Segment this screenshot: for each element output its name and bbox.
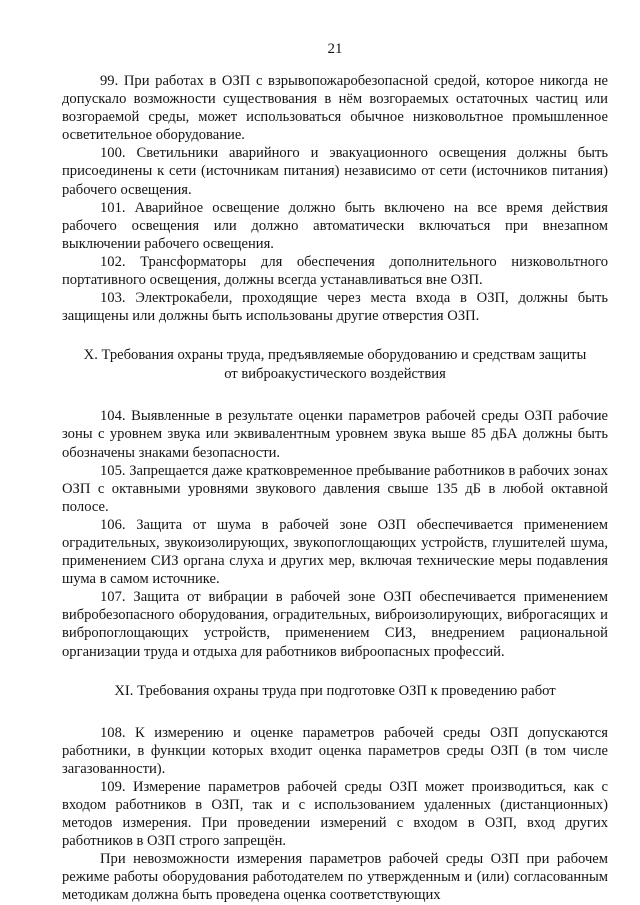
paragraph-102: 102. Трансформаторы для обеспечения дополнительного низковольтного портативного освещения, должны всегда устанавливаться вне ОЗП. [62, 253, 608, 289]
paragraph-108: 108. К измерению и оценке параметров рабочей среды ОЗП допускаются работники, в функции которых входит оценка параметров среды ОЗП (в том числе загазованности). [62, 724, 608, 777]
spacer [62, 325, 608, 346]
paragraph-99: 99. При работах в ОЗП с взрывопожаробезопасной средой, которое никогда не допускало возможности существования в нём возгораемых остаточных частиц или возгораемой среды, может использоваться обычное низковольтное промышленное осветительное оборудование. [62, 73, 608, 144]
paragraph-100: 100. Светильники аварийного и эвакуационного освещения должны быть присоединены к сети (источникам питания) независимо от сети (источников питания) рабочего освещения. [62, 145, 608, 198]
paragraph-104: 104. Выявленные в результате оценки параметров рабочей среды ОЗП рабочие зоны с уровнем звука или эквивалентным уровнем звука выше 85 дБА должны быть обозначены знаками безопасности. [62, 408, 608, 461]
paragraph-continuation: При невозможности измерения параметров рабочей среды ОЗП при рабочем режиме работы оборудования работодателем по утвержденным и (или) согласованным методикам должна быть проведена оценка соответствующих [62, 851, 608, 904]
section-x-heading: X. Требования охраны труда, предъявляемые оборудованию и средствам защиты от виброакустического воздействия [83, 347, 587, 383]
spacer [62, 661, 608, 682]
paragraph-109: 109. Измерение параметров рабочей среды ОЗП может производиться, как с входом работников в ОЗП, так и с использованием удаленных (дистанционных) методов измерения. При проведении измерений с входом в ОЗП, вход других работников в ОЗП строго запрещён. [62, 778, 608, 850]
page-number: 21 [327, 41, 343, 57]
spacer [62, 384, 608, 407]
paragraph-105: 105. Запрещается даже кратковременное пребывание работников в рабочих зонах ОЗП с октавными уровнями звукового давления свыше 135 дБ в любой октавной полосе. [62, 462, 608, 515]
paragraph-106: 106. Защита от шума в рабочей зоне ОЗП обеспечивается применением оградительных, звукоизолирующих, звукопоглощающих устройств, глушителей шума, применением СИЗ органа слуха и других мер, включая технические меры подавления шума в самом источнике. [62, 516, 608, 588]
paragraph-101: 101. Аварийное освещение должно быть включено на все время действия рабочего освещения или должно автоматически включаться при внезапном выключении рабочего освещения. [62, 199, 608, 252]
paragraph-103: 103. Электрокабели, проходящие через места входа в ОЗП, должны быть защищены или должны быть использованы другие отверстия ОЗП. [62, 290, 608, 325]
spacer [62, 701, 608, 724]
document-body [62, 72, 608, 905]
section-xi-heading: XI. Требования охраны труда при подготовке ОЗП к проведению работ [114, 682, 556, 699]
paragraph-107: 107. Защита от вибрации в рабочей зоне ОЗП обеспечивается применением вибробезопасного оборудования, оградительных, виброизолирующих, виброгасящих и вибропоглощающих устройств, применением СИЗ, внедрением рациональной организации труда и отдыха для работников виброопасных профессий. [62, 589, 608, 660]
